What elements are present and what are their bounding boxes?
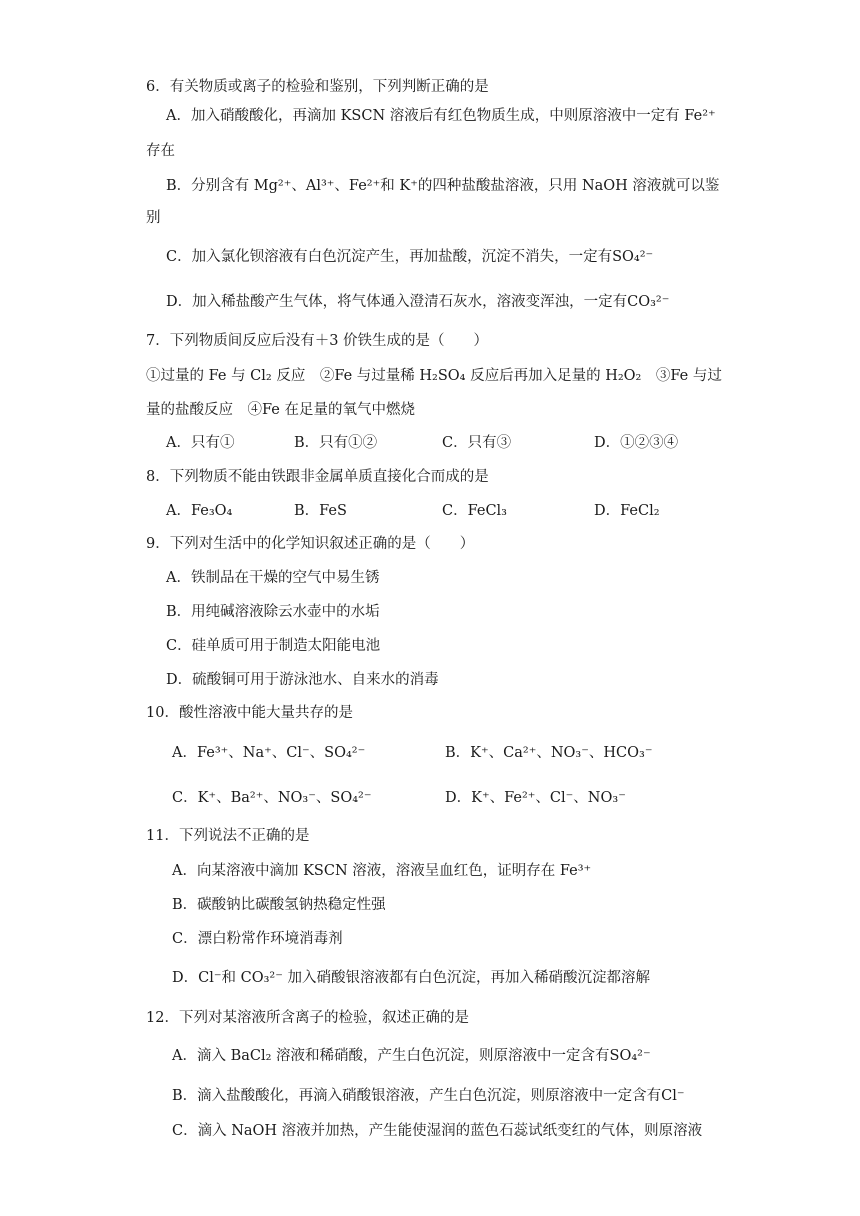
question-6-option-b-line1: B．分别含有 Mg²⁺、Al³⁺、Fe²⁺和 K⁺的四种盐酸盐溶液，只用 NaOH 溶液就可以鉴 [166, 178, 720, 194]
question-10-option-b: B．K⁺、Ca²⁺、NO₃⁻、HCO₃⁻ [445, 745, 653, 761]
question-8-option-b: B．FeS [294, 503, 347, 519]
question-7-option-a: A．只有① [166, 435, 235, 451]
question-11-option-d: D．Cl⁻和 CO₃²⁻ 加入硝酸银溶液都有白色沉淀，再加入稀硝酸沉淀都溶解 [172, 970, 650, 986]
question-9-option-d: D．硫酸铜可用于游泳池水、自来水的消毒 [166, 672, 439, 688]
question-7-option-c: C．只有③ [442, 435, 512, 451]
question-8-stem: 8．下列物质不能由铁跟非金属单质直接化合而成的是 [146, 469, 489, 485]
question-8-option-a: A．Fe₃O₄ [166, 503, 233, 519]
question-12-option-c: C．滴入 NaOH 溶液并加热，产生能使湿润的蓝色石蕊试纸变红的气体，则原溶液 [172, 1123, 703, 1139]
question-11-option-a: A．向某溶液中滴加 KSCN 溶液，溶液呈血红色，证明存在 Fe³⁺ [172, 863, 592, 879]
question-10-option-a: A．Fe³⁺、Na⁺、Cl⁻、SO₄²⁻ [172, 745, 366, 761]
question-8-option-d: D．FeCl₂ [594, 503, 660, 519]
question-8-option-c: C．FeCl₃ [442, 503, 507, 519]
question-9-stem: 9．下列对生活中的化学知识叙述正确的是（ ） [146, 536, 475, 552]
question-11-stem: 11．下列说法不正确的是 [146, 828, 310, 844]
question-12-option-a: A．滴入 BaCl₂ 溶液和稀硝酸，产生白色沉淀，则原溶液中一定含有SO₄²⁻ [172, 1048, 651, 1064]
question-7-items-line2: 量的盐酸反应 ④Fe 在足量的氧气中燃烧 [146, 402, 415, 418]
question-6-option-a-line1: A．加入硝酸酸化，再滴加 KSCN 溶液后有红色物质生成，中则原溶液中一定有 Fe²⁺ [166, 108, 716, 124]
question-9-option-a: A．铁制品在干燥的空气中易生锈 [166, 570, 380, 586]
question-6-option-c: C．加入氯化钡溶液有白色沉淀产生，再加盐酸，沉淀不消失，一定有SO₄²⁻ [166, 249, 654, 265]
question-10-stem: 10．酸性溶液中能大量共存的是 [146, 705, 353, 721]
question-7-option-b: B．只有①② [294, 435, 378, 451]
question-12-option-b: B．滴入盐酸酸化，再滴入硝酸银溶液，产生白色沉淀，则原溶液中一定含有Cl⁻ [172, 1088, 685, 1104]
question-7-stem: 7．下列物质间反应后没有＋3 价铁生成的是（ ） [146, 333, 489, 349]
question-12-stem: 12．下列对某溶液所含离子的检验，叙述正确的是 [146, 1010, 469, 1026]
question-9-option-b: B．用纯碱溶液除云水壶中的水垢 [166, 604, 380, 620]
question-11-option-c: C．漂白粉常作环境消毒剂 [172, 931, 343, 947]
question-6-option-d: D．加入稀盐酸产生气体，将气体通入澄清石灰水，溶液变浑浊，一定有CO₃²⁻ [166, 294, 670, 310]
question-10-option-c: C．K⁺、Ba²⁺、NO₃⁻、SO₄²⁻ [172, 790, 372, 806]
question-7-items-line1: ①过量的 Fe 与 Cl₂ 反应 ②Fe 与过量稀 H₂SO₄ 反应后再加入足量的 H₂O₂ ③Fe 与过 [146, 368, 722, 384]
question-6-option-a-line2: 存在 [146, 143, 175, 159]
question-9-option-c: C．硅单质可用于制造太阳能电池 [166, 638, 381, 654]
question-6-option-b-line2: 别 [146, 210, 161, 226]
question-11-option-b: B．碳酸钠比碳酸氢钠热稳定性强 [172, 897, 386, 913]
question-10-option-d: D．K⁺、Fe²⁺、Cl⁻、NO₃⁻ [445, 790, 626, 806]
question-6-stem: 6．有关物质或离子的检验和鉴别，下列判断正确的是 [146, 79, 489, 95]
question-7-option-d: D．①②③④ [594, 435, 679, 451]
